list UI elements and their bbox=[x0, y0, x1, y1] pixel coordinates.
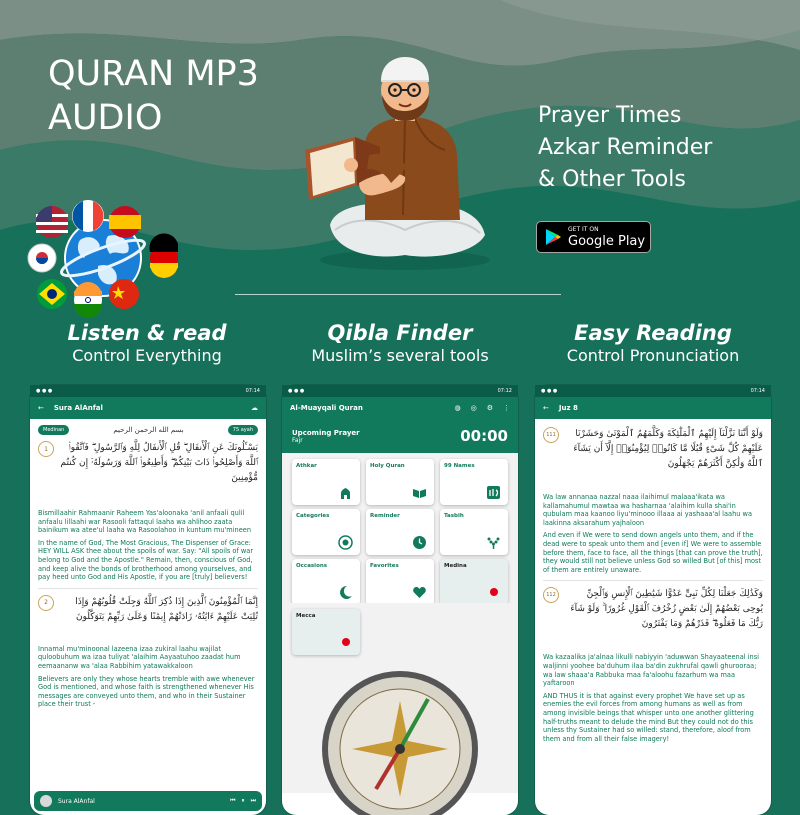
caption-heading: Listen & read bbox=[67, 321, 227, 345]
sura-title: Sura AlAnfal bbox=[53, 404, 103, 412]
player-title: Sura AlAnfal bbox=[58, 797, 95, 805]
hero-title bbox=[48, 52, 259, 140]
tile-categories[interactable] bbox=[292, 509, 360, 555]
clock-icon bbox=[412, 535, 427, 550]
flag-germany-icon bbox=[149, 233, 178, 278]
mosque-icon bbox=[338, 485, 353, 500]
compass-icon[interactable]: ◎ bbox=[470, 404, 477, 412]
verse-arabic: يَسْـَٔلُونَكَ عَنِ ٱلْأَنفَالِ ۖ قُلِ ٱلْأَنفَالُ لِلَّهِ وَٱلرَّسُولِ ۖ فَٱتَّقُوا۟ ٱللَّهَ وَأَصْلِحُوا۟ ذَاتَ بَيْنِكُمْ ۖ وَأَطِيعُوا۟ ٱللَّهَ وَرَسُولَهُۥٓ إِن كُنتُم مُّؤْمِنِينَ bbox=[60, 443, 258, 483]
verse-112[interactable] bbox=[535, 587, 771, 649]
tile-label: Tasbih bbox=[444, 513, 464, 519]
status-time: 07:14 bbox=[750, 388, 765, 394]
pause-icon[interactable]: ⏸ bbox=[241, 797, 245, 804]
qibla-area bbox=[282, 603, 518, 793]
status-bar bbox=[282, 385, 518, 397]
verse-translation: AND THUS it is that against every prophet We have set up as enemies the evil forces from among humans as well as from among invisible beings that whisper unto one another glittering half-truths meant to delude the mind But they could not do this unless thy Sustainer had so willed: stand, therefore, aloof from them and from all their false imagery! bbox=[543, 691, 754, 743]
next-icon[interactable]: ⏭ bbox=[250, 797, 256, 804]
verse-transliteration: Bismillaahir Rahmaanir Raheem Yas'aloonaka 'anil anfaali qulil anfaalu lillaahi war Rasooli fattaqul laaha wa ahlihoo zaata bainikum wa atee'ul laaha wa Rasoolahoo in kuntum mu'mineen bbox=[38, 509, 252, 535]
verse-2[interactable] bbox=[30, 595, 266, 641]
verse-translation: In the name of God, The Most Gracious, The Dispenser of Grace: HEY WILL ASK thee about the spoils of war. Say: "All spoils of war belong to God and the Apostle." Remain, then, conscious of God, and keep alive the bonds of brotherhood among yourselves, and pay heed unto God and His Apostle, if you are [truly] believers! bbox=[38, 538, 254, 582]
juz-title: Juz 8 bbox=[558, 404, 578, 412]
tile-tasbih[interactable] bbox=[440, 509, 508, 555]
upcoming-prayer-panel bbox=[282, 419, 518, 453]
calligraphy-icon bbox=[486, 485, 501, 500]
language-flags-illustration bbox=[28, 200, 178, 315]
flag-france-icon bbox=[72, 200, 104, 232]
tile-holy-quran[interactable] bbox=[366, 459, 434, 505]
prayer-name: Fajr bbox=[292, 436, 303, 444]
upcoming-prayer-label: Upcoming Prayer bbox=[292, 428, 360, 437]
signal-icon: ● ● ● bbox=[541, 388, 558, 394]
google-play-badge[interactable] bbox=[536, 221, 651, 253]
previous-icon[interactable]: ⏮ bbox=[230, 797, 236, 804]
flag-usa-icon bbox=[36, 206, 68, 238]
crescent-icon bbox=[338, 585, 353, 600]
status-time: 07:14 bbox=[245, 388, 260, 394]
prayer-beads-icon bbox=[486, 535, 501, 550]
back-arrow-icon[interactable]: ← bbox=[543, 404, 549, 412]
revelation-badge: Medinan bbox=[38, 425, 69, 435]
app-bar bbox=[535, 397, 771, 419]
tile-label: Reminder bbox=[370, 513, 400, 519]
tile-99-names[interactable] bbox=[440, 459, 508, 505]
signal-icon: ● ● ● bbox=[36, 388, 53, 394]
caption-sub: Control Everything bbox=[72, 346, 222, 365]
prayer-countdown: 00:00 bbox=[460, 427, 508, 445]
audio-player-bar[interactable] bbox=[34, 791, 262, 811]
verse-number: 1 bbox=[38, 441, 54, 457]
tile-label: Occasions bbox=[296, 563, 328, 569]
tile-favorites[interactable] bbox=[366, 559, 434, 605]
tile-label: Athkar bbox=[296, 463, 317, 469]
status-bar bbox=[30, 385, 266, 397]
caption-qibla-finder bbox=[275, 320, 525, 366]
flag-spain-icon bbox=[109, 206, 141, 238]
feature-azkar-reminder: Azkar Reminder bbox=[538, 135, 713, 160]
qibla-compass[interactable] bbox=[316, 661, 484, 811]
app-title: Al-Muayqali Quran bbox=[290, 404, 363, 412]
verse-transliteration: Innamal mu'minoonal lazeena izaa zukiral laahu wajilat quloobuhum wa izaa tuliyat 'alaihim Aayaatuhoo zaadat hum eemaananw wa 'alaa Rabbihim yatawakkaloon bbox=[38, 644, 241, 670]
location-dot-icon bbox=[490, 588, 498, 596]
tile-label: Mecca bbox=[296, 613, 316, 619]
google-play-big-text: Google Play bbox=[568, 233, 646, 249]
more-icon[interactable]: ⋮ bbox=[503, 404, 510, 412]
reciter-avatar bbox=[40, 795, 52, 807]
caption-listen-read bbox=[22, 320, 272, 366]
back-arrow-icon[interactable]: ← bbox=[38, 404, 44, 412]
google-play-icon bbox=[543, 227, 563, 247]
tile-athkar[interactable] bbox=[292, 459, 360, 505]
settings-icon[interactable]: ⚙ bbox=[486, 404, 493, 412]
caption-sub: Control Pronunciation bbox=[566, 346, 740, 365]
caption-sub: Muslim’s several tools bbox=[311, 346, 489, 365]
phone-screen-juz bbox=[535, 385, 771, 815]
star-octagon-icon bbox=[338, 535, 353, 550]
basmala-text: بسم الله الرحمن الرحيم bbox=[113, 426, 184, 434]
heart-icon bbox=[412, 585, 427, 600]
caption-easy-reading bbox=[528, 320, 778, 366]
verse-number: 112 bbox=[543, 587, 559, 603]
verse-1[interactable] bbox=[30, 437, 266, 505]
flag-korea-icon bbox=[28, 244, 56, 272]
signal-icon: ● ● ● bbox=[288, 388, 305, 394]
verse-arabic: وَكَذَٰلِكَ جَعَلْنَا لِكُلِّ نَبِىٍّ عَدُوًّا شَيَٰطِينَ ٱلْإِنسِ وَٱلْجِنِّ يُوحِى بَعْضُهُمْ إِلَىٰ بَعْضٍ زُخْرُفَ ٱلْقَوْلِ غُرُورًا ۚ وَلَوْ شَآءَ رَبُّكَ مَا فَعَلُوهُ ۖ فَذَرْهُمْ وَمَا يَفْتَرُونَ bbox=[570, 589, 763, 630]
feature-prayer-times: Prayer Times bbox=[538, 103, 682, 128]
tile-mecca[interactable] bbox=[292, 609, 360, 655]
verse-number: 2 bbox=[38, 595, 54, 611]
tile-reminder[interactable] bbox=[366, 509, 434, 555]
flag-india-icon bbox=[74, 282, 102, 318]
verse-111[interactable] bbox=[535, 419, 771, 489]
section-divider bbox=[235, 294, 561, 295]
verse-transliteration: Wa kazaalika ja'alnaa likulli nabiyyin 'aduwwan Shayaateenal insi waljinni yoohee ba'duhum ilaa ba'din zukhrufal qawli ghurooraa; wa law shaaa'a Rabbuka maa fa'aloohu fazarhum wa maa yaftaroon bbox=[543, 653, 759, 688]
hero-line-2: AUDIO bbox=[48, 98, 163, 138]
open-book-icon bbox=[412, 485, 427, 500]
verse-translation: Believers are only they whose hearts tremble with awe whenever God is mentioned, and whose faith is strengthened whenever His messages are conveyed unto them, and who in their Sustainer place their trust - bbox=[38, 674, 255, 709]
verse-translation: And even if We were to send down angels unto them, and if the dead were to speak unto them and [even if] We were to assemble before them, face to face, all the things [that can prove the truth], they would still not believe unless God so willed But [of this] most of them are entirely unaware. bbox=[543, 531, 763, 574]
verse-number: 111 bbox=[543, 427, 559, 443]
tile-label: Medina bbox=[444, 563, 467, 569]
caption-heading: Easy Reading bbox=[574, 321, 732, 345]
phone-screen-tools bbox=[282, 385, 518, 815]
verse-arabic: إِنَّمَا ٱلْمُؤْمِنُونَ ٱلَّذِينَ إِذَا ذُكِرَ ٱللَّهُ وَجِلَتْ قُلُوبُهُمْ وَإِذَا تُلِيَتْ عَلَيْهِمْ ءَايَٰتُهُۥ زَادَتْهُمْ إِيمَٰنًا وَعَلَىٰ رَبِّهِمْ يَتَوَكَّلُونَ bbox=[75, 596, 258, 622]
google-play-small-text: GET IT ON bbox=[568, 225, 599, 233]
status-time: 07:12 bbox=[497, 388, 512, 394]
phone-screen-reader bbox=[30, 385, 266, 815]
feature-other-tools: & Other Tools bbox=[538, 167, 686, 192]
location-dot-icon bbox=[342, 638, 350, 646]
flag-china-icon bbox=[109, 279, 139, 309]
flag-brazil-icon bbox=[37, 279, 67, 309]
hero-line-1: QURAN MP3 bbox=[48, 54, 259, 94]
tile-label: Categories bbox=[296, 513, 330, 519]
download-cloud-icon[interactable]: ☁ bbox=[251, 404, 258, 412]
verse-transliteration: Wa law annanaa nazzal naaa ilaihimul malaaa'ikata wa kallamahumul mawtaa wa hasharnaa 'alaihim kulla shai'in qubulam maa kaanoo liyu'minooo illaaa ai yashaaa'al laahu wa laakinna aksarahum yajhaloon bbox=[543, 493, 752, 527]
globe-icon[interactable]: ◍ bbox=[454, 404, 461, 412]
man-reading-quran-illustration bbox=[295, 55, 500, 270]
tile-occasions[interactable] bbox=[292, 559, 360, 605]
app-bar bbox=[30, 397, 266, 419]
tile-label: 99 Names bbox=[444, 463, 475, 469]
status-bar bbox=[535, 385, 771, 397]
feature-list bbox=[538, 100, 712, 196]
sura-header bbox=[30, 419, 266, 437]
caption-heading: Qibla Finder bbox=[327, 321, 473, 345]
verse-arabic: وَلَوْ أَنَّنَا نَزَّلْنَآ إِلَيْهِمُ ٱلْمَلَٰٓئِكَةَ وَكَلَّمَهُمُ ٱلْمَوْتَىٰ وَحَشَرْنَا عَلَيْهِمْ كُلَّ شَىْءٍ قُبُلًا مَّا كَانُوا۟ لِيُؤْمِنُوٓا۟ إِلَّآ أَن يَشَآءَ ٱللَّهُ وَلَٰكِنَّ أَكْثَرَهُمْ يَجْهَلُونَ bbox=[573, 429, 763, 469]
tile-label: Holy Quran bbox=[370, 463, 405, 469]
ayah-count-badge: 75 ayah bbox=[228, 425, 258, 435]
tools-grid bbox=[282, 453, 518, 603]
app-bar bbox=[282, 397, 518, 419]
tile-label: Favorites bbox=[370, 563, 399, 569]
tile-medina[interactable] bbox=[440, 559, 508, 605]
